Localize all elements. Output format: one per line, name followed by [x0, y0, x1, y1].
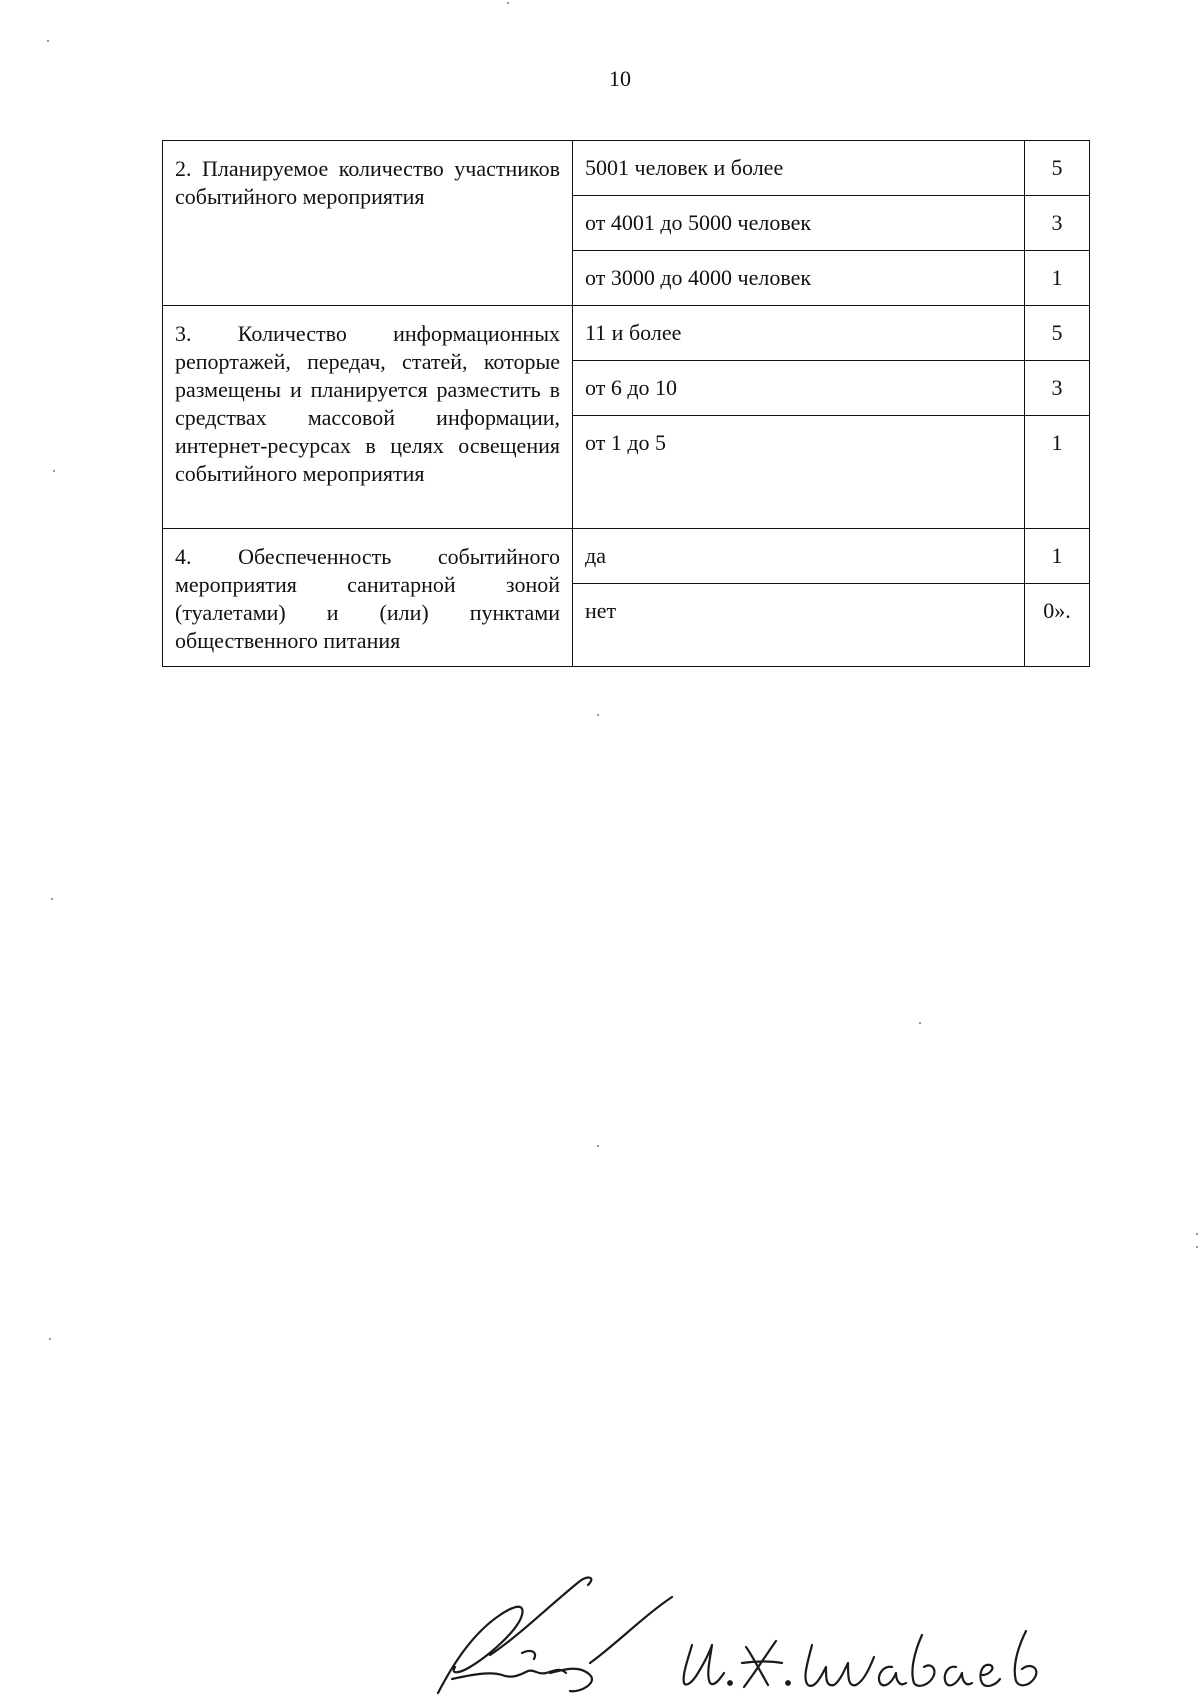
table-row — [163, 141, 1090, 196]
score-cell: 0». — [1025, 584, 1090, 667]
score-cell: 3 — [1025, 196, 1090, 251]
criterion-cell — [163, 306, 573, 529]
scan-speck — [1196, 1246, 1198, 1248]
criterion-cell — [163, 529, 573, 667]
score-cell: 1 — [1025, 529, 1090, 584]
option-cell: нет — [573, 584, 1025, 667]
scan-speck — [919, 1022, 921, 1024]
scan-speck — [1196, 1233, 1198, 1235]
option-cell: от 4001 до 5000 человек — [573, 196, 1025, 251]
page-number: 10 — [609, 66, 631, 91]
option-cell: от 6 до 10 — [573, 361, 1025, 416]
table-row — [163, 529, 1090, 584]
scan-speck — [597, 1145, 599, 1147]
scan-speck — [597, 714, 599, 716]
score-cell: 1 — [1025, 416, 1090, 529]
criterion-text: 2. Планируемое количество участников событийного мероприятия — [175, 156, 560, 209]
score-cell: 5 — [1025, 141, 1090, 196]
option-cell: от 3000 до 4000 человек — [573, 251, 1025, 306]
scan-speck — [507, 2, 509, 4]
criteria-table — [162, 140, 1090, 667]
option-cell: 11 и более — [573, 306, 1025, 361]
scan-speck — [47, 40, 49, 42]
handwritten-signature — [430, 1575, 1050, 1697]
scan-speck — [51, 898, 53, 900]
score-cell: 5 — [1025, 306, 1090, 361]
scan-speck — [53, 470, 55, 472]
criterion-text: 4. Обеспеченность событийного мероприятия санитарной зоной (туалетами) и (или) пунктами общественного питания — [175, 544, 560, 653]
criterion-text: 3. Количество информационных репортажей, передач, статей, которые размещены и планируется разместить в средствах массовой информации, интернет-ресурсах в целях освещения событийного мероприятия — [175, 321, 560, 486]
score-cell: 3 — [1025, 361, 1090, 416]
scan-speck — [49, 1338, 51, 1340]
score-cell: 1 — [1025, 251, 1090, 306]
option-cell: 5001 человек и более — [573, 141, 1025, 196]
criterion-cell — [163, 141, 573, 306]
table-row — [163, 306, 1090, 361]
option-cell: от 1 до 5 — [573, 416, 1025, 529]
option-cell: да — [573, 529, 1025, 584]
